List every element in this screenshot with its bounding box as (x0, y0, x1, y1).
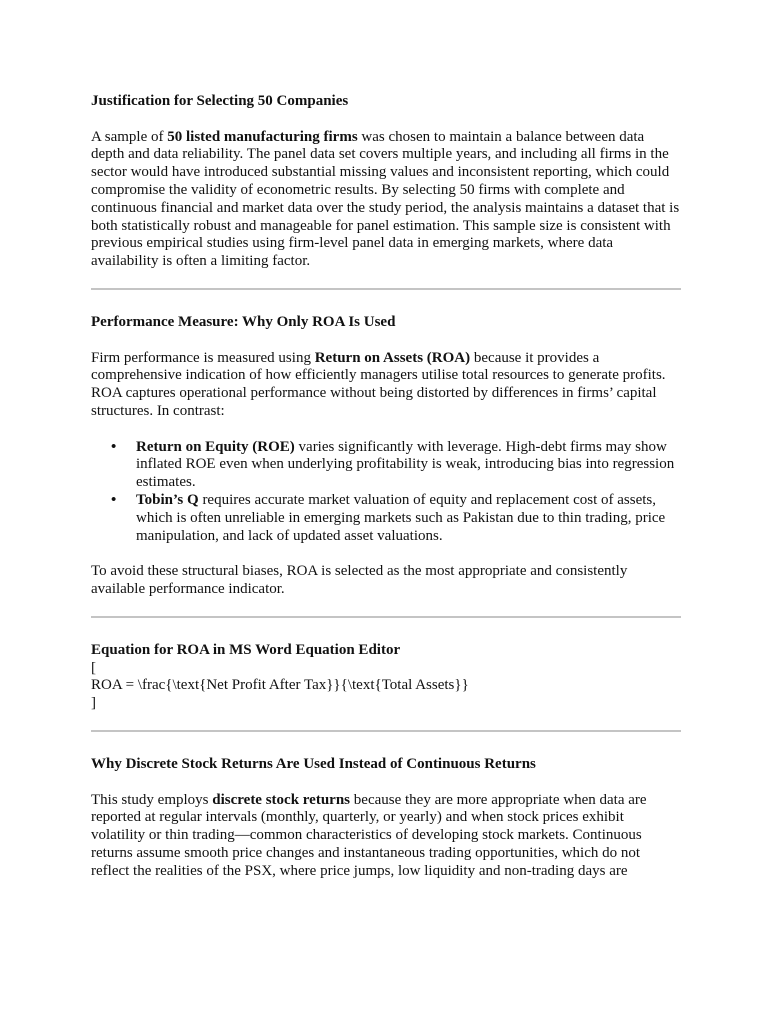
bold-run: Return on Assets (ROA) (314, 349, 471, 366)
text-run: varies significantly with leverage. High-debt firms may show inflated ROE even when underlying profitability is weak, introducing bias into regression estimates. (136, 438, 675, 491)
heading-justification: Justification for Selecting 50 Companies (91, 93, 349, 109)
heading-performance: Performance Measure: Why Only ROA Is Used (91, 313, 396, 330)
bold-run: Tobin’s Q (136, 491, 199, 508)
text-run: because it provides a comprehensive indication of how efficiently managers utilise total resources to generate profits. ROA captures operational performance without being distorted by differences in firms’ capital structures. In contrast: (91, 349, 666, 419)
equation-close-bracket: ] (91, 695, 96, 712)
equation-open-bracket: [ (91, 659, 96, 676)
equation-formula: ROA = \frac{\text{Net Profit After Tax}}{\text{Total Assets}} (91, 677, 469, 694)
text-run: was chosen to maintain a balance between data depth and data reliability. The panel data set covers multiple years, and including all firms in the sector would have introduced substantial missing values and inconsistent reporting, which could compromise the validity of econometric results. By selecting 50 firms with complete and continuous financial and market data over the study period, the analysis maintains a dataset that is both statistically robust and manageable for panel estimation. This sample size is consistent with previous empirical studies using firm-level panel data in emerging markets, where data availability is often a limiting factor. (91, 128, 680, 270)
text-run: This study employs (91, 791, 213, 808)
bold-run: discrete stock returns (212, 791, 351, 808)
paragraph-justification (91, 129, 681, 271)
list-item (111, 438, 681, 492)
paragraph-conclusion: To avoid these structural biases, ROA is selected as the most appropriate and consistently available performance indicator. (91, 563, 628, 597)
bold-run: 50 listed manufacturing firms (167, 128, 358, 145)
list-item (111, 491, 681, 545)
text-run: Firm performance is measured using (91, 349, 315, 366)
bold-run: Return on Equity (ROE) (136, 438, 295, 455)
text-run: because they are more appropriate when data are reported at regular intervals (monthly, quarterly, or yearly) and when stock prices exhibit volatility or thin trading—common characteristics of developing stock markets. Continuous returns assume smooth price changes and instantaneous trading opportunities, which do not reflect the realities of the PSX, where price jumps, low liquidity and non-trading days are (91, 791, 647, 879)
paragraph-performance (91, 350, 681, 421)
bullet-icon: • (111, 491, 117, 508)
text-run: A sample of (91, 128, 168, 145)
text-run: requires accurate market valuation of equity and replacement cost of assets, which is often unreliable in emerging markets such as Pakistan due to thin trading, price manipulation, and lack of updated asset valuations. (136, 491, 666, 544)
paragraph-returns (91, 792, 681, 881)
heading-returns: Why Discrete Stock Returns Are Used Instead of Continuous Returns (91, 755, 536, 772)
document-page (91, 93, 681, 880)
heading-equation: Equation for ROA in MS Word Equation Editor (91, 641, 401, 658)
bullet-icon: • (111, 438, 117, 455)
bullet-list (91, 439, 681, 546)
